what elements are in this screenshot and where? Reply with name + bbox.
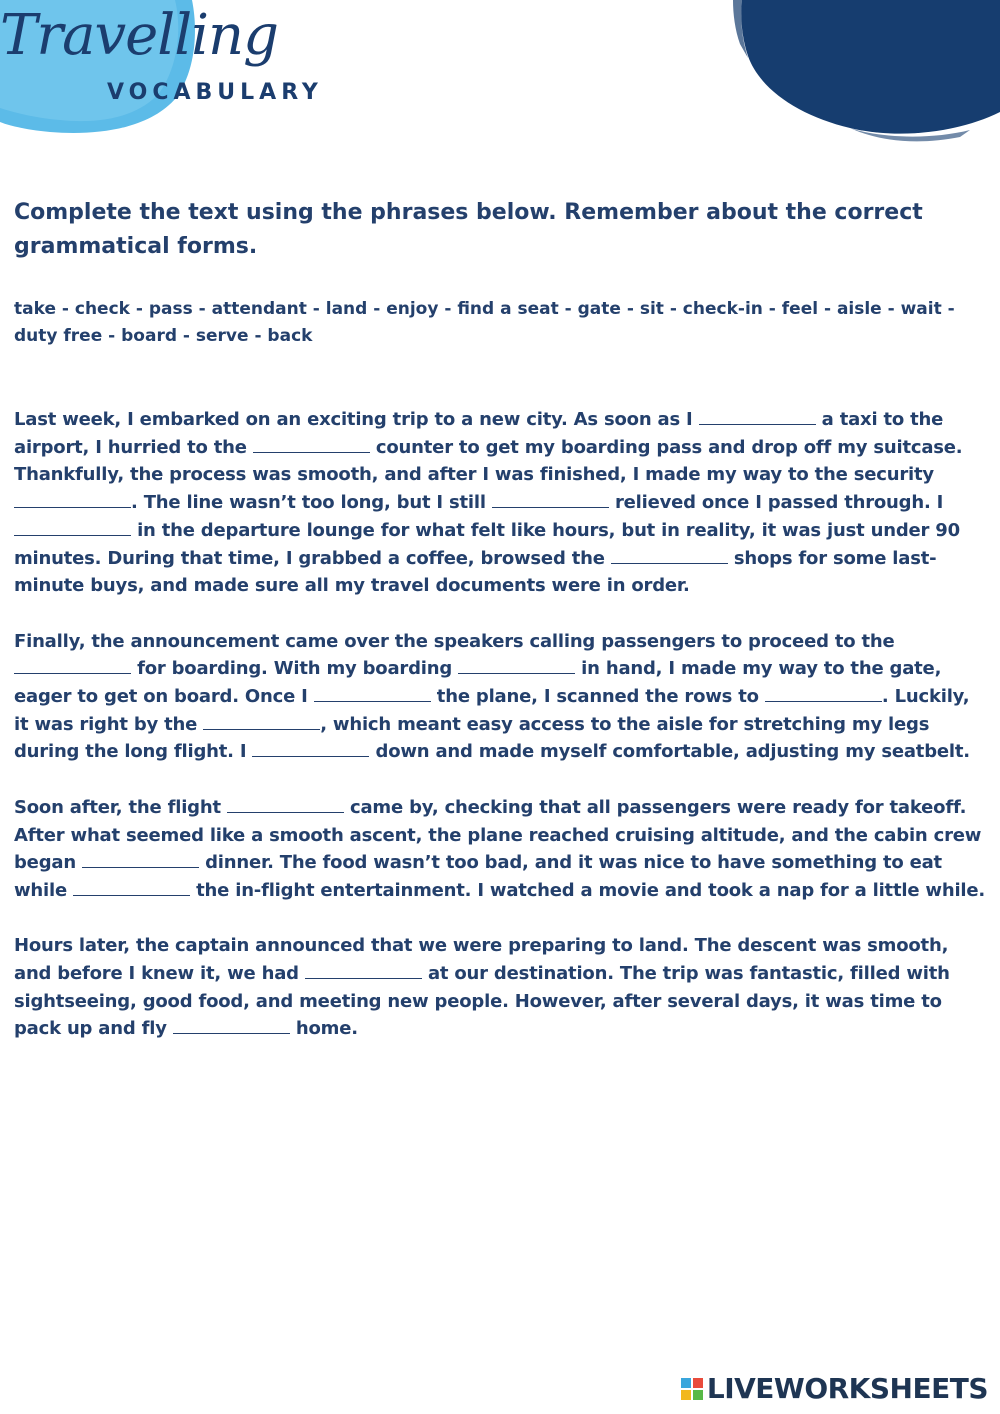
- instructions: Complete the text using the phrases below. Remember about the correct grammatical forms.: [14, 200, 923, 259]
- paragraph-1: Last week, I embarked on an exciting trip to a new city. As soon as I a taxi to the airport, I hurried to the counter to get my boarding pass and drop off my suitcase. Thankfully, the process was smooth, and after I was finished, I made my way to the security . The line wasn’t too long, but I still relieved once I passed through. I in the departure lounge for what felt like hours, but in reality, it was just under 90 minutes. During that time, I grabbed a coffee, browsed the shops for some last-minute buys, and made sure all my travel documents were in order.: [14, 409, 963, 597]
- answer-blank-14[interactable]: [82, 853, 199, 868]
- answer-blank-10[interactable]: [765, 687, 882, 702]
- logo-square-i: [693, 1378, 703, 1388]
- answer-blank-2[interactable]: [253, 438, 370, 453]
- answer-blank-12[interactable]: [252, 742, 369, 757]
- title-travelling: Travelling: [0, 3, 278, 68]
- paragraph-2: Finally, the announcement came over the speakers calling passengers to proceed to the for boarding. With my boarding in hand, I made my way to the gate, eager to get on board. Once I the plane, I scanned the rows to . Luckily, it was right by the , which meant easy access to the aisle for stretching my legs during the long flight. I down and made myself comfortable, adjusting my seatbelt.: [14, 630, 970, 763]
- title-vocabulary: VOCABULARY: [107, 80, 323, 105]
- answer-blank-17[interactable]: [173, 1019, 290, 1034]
- paragraph-3: Soon after, the flight came by, checking that all passengers were ready for takeoff. After what seemed like a smooth ascent, the plane reached cruising altitude, and the cabin crew began dinner. The food wasn’t too bad, and it was nice to have something to eat while the in-flight entertainment. I watched a movie and took a nap for a little while.: [14, 796, 986, 901]
- answer-blank-4[interactable]: [492, 493, 609, 508]
- paragraph-4: Hours later, the captain announced that we were preparing to land. The descent was smooth, and before I knew it, we had at our destination. The trip was fantastic, filled with sightseeing, good food, and meeting new people. However, after several days, it was time to pack up and fly home.: [14, 935, 950, 1040]
- answer-blank-7[interactable]: [14, 659, 131, 674]
- answer-blank-6[interactable]: [611, 549, 728, 564]
- passage: [14, 406, 986, 1071]
- answer-blank-5[interactable]: [14, 521, 131, 536]
- word-bank: take - check - pass - attendant - land - enjoy - find a seat - gate - sit - check-in - feel - aisle - wait - duty free - board - serve - back: [14, 299, 955, 346]
- brand-name: LIVEWORKSHEETS: [706, 1372, 988, 1405]
- answer-blank-16[interactable]: [305, 964, 422, 979]
- logo-square-e: [693, 1390, 703, 1400]
- answer-blank-15[interactable]: [73, 881, 190, 896]
- answer-blank-9[interactable]: [314, 687, 431, 702]
- dark-blue-brush-blob: [741, 0, 1000, 134]
- answer-blank-3[interactable]: [14, 493, 131, 508]
- logo-square-l: [681, 1378, 691, 1388]
- answer-blank-8[interactable]: [458, 659, 575, 674]
- answer-blank-13[interactable]: [227, 798, 344, 813]
- logo-square-v: [681, 1390, 691, 1400]
- liveworksheets-logo-icon: [681, 1378, 703, 1400]
- liveworksheets-brand: [681, 1372, 988, 1405]
- answer-blank-11[interactable]: [203, 715, 320, 730]
- answer-blank-1[interactable]: [699, 410, 816, 425]
